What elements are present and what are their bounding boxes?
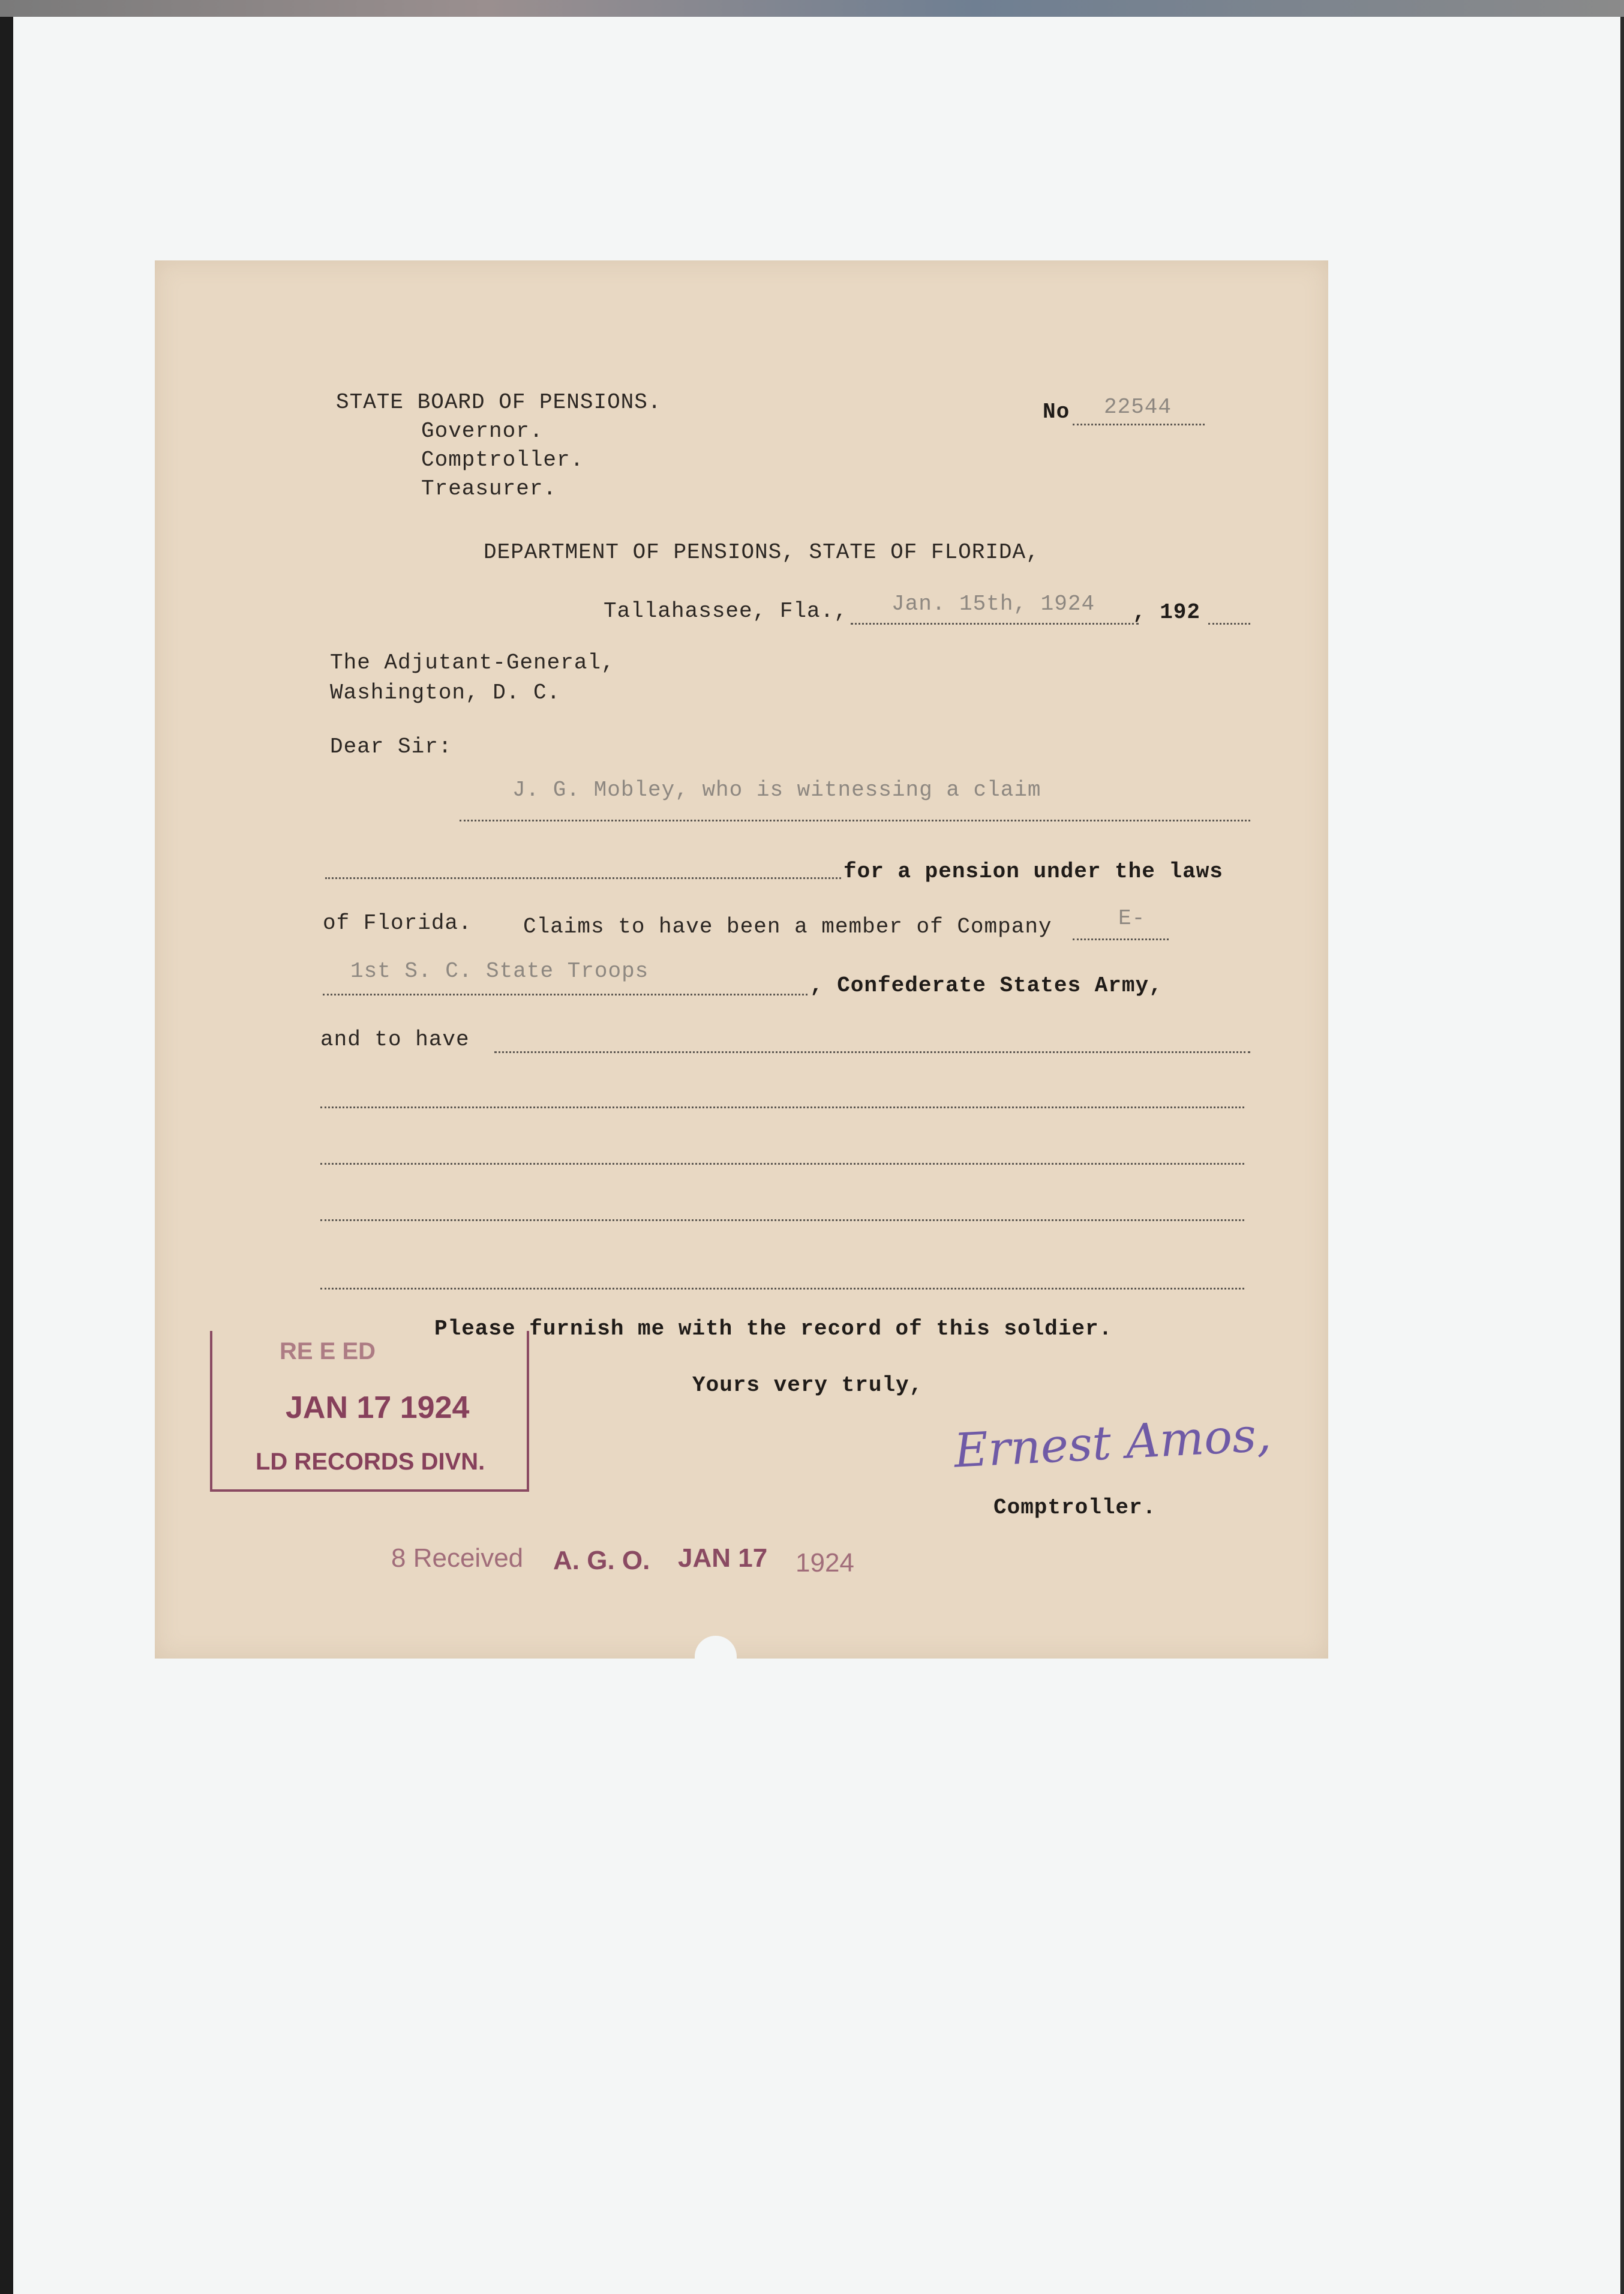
year-line [1208, 623, 1250, 625]
received-agency: A. G. O. [553, 1546, 650, 1575]
date-line [851, 623, 1139, 625]
paper-tear [695, 1636, 737, 1660]
florida-text: of Florida. [323, 911, 472, 935]
scanner-top-edge [0, 0, 1624, 17]
claimant-text: J. G. Mobley, who is witnessing a claim [512, 778, 1041, 802]
pension-text: for a pension under the laws [843, 859, 1223, 884]
member-governor: Governor. [421, 419, 544, 443]
number-label: No [1043, 400, 1070, 424]
scanner-left-edge [0, 17, 13, 2294]
and-to-have: and to have [320, 1027, 470, 1052]
stamp-date: JAN 17 1924 [286, 1390, 470, 1425]
received-prefix: 8 Received [391, 1543, 524, 1573]
signer-title: Comptroller. [993, 1495, 1157, 1520]
closing: Yours very truly, [692, 1373, 923, 1398]
number-line [1073, 424, 1205, 425]
addressee-line-1: The Adjutant-General, [330, 650, 615, 675]
dateline-place: Tallahassee, Fla., [604, 599, 848, 623]
company-value: E- [1118, 906, 1146, 931]
claims-text: Claims to have been a member of Company [523, 914, 1052, 939]
department-title: DEPARTMENT OF PENSIONS, STATE OF FLORIDA, [484, 540, 1040, 565]
blank-line-2 [494, 1051, 1250, 1053]
claimant-line [460, 820, 1250, 821]
signature: Ernest Amos, [953, 1408, 1272, 1479]
company-line [1073, 938, 1169, 940]
received-year: 1924 [796, 1548, 854, 1578]
blank-line-4 [320, 1163, 1244, 1165]
regiment-value: 1st S. C. State Troops [350, 959, 649, 983]
member-comptroller: Comptroller. [421, 448, 584, 472]
blank-line-6 [320, 1288, 1244, 1290]
blank-line-1 [325, 877, 841, 879]
salutation: Dear Sir: [330, 734, 452, 759]
member-treasurer: Treasurer. [421, 476, 557, 501]
received-date: JAN 17 [678, 1543, 768, 1573]
pension-letter [155, 260, 1328, 1659]
addressee-line-2: Washington, D. C. [330, 680, 561, 705]
army-text: , Confederate States Army, [810, 973, 1163, 998]
number-value: 22544 [1104, 395, 1172, 419]
board-title: STATE BOARD OF PENSIONS. [336, 390, 662, 415]
stamp-division: LD RECORDS DIVN. [256, 1449, 485, 1475]
date-value: Jan. 15th, 1924 [891, 592, 1095, 616]
scanner-right-edge [1620, 17, 1624, 2294]
request-text: Please furnish me with the record of this soldier. [434, 1317, 1113, 1341]
blank-line-3 [320, 1106, 1244, 1108]
stamp-top-text: RE E ED [280, 1338, 376, 1365]
year-prefix: , 192 [1133, 600, 1201, 625]
blank-line-5 [320, 1219, 1244, 1221]
regiment-line [323, 994, 808, 995]
